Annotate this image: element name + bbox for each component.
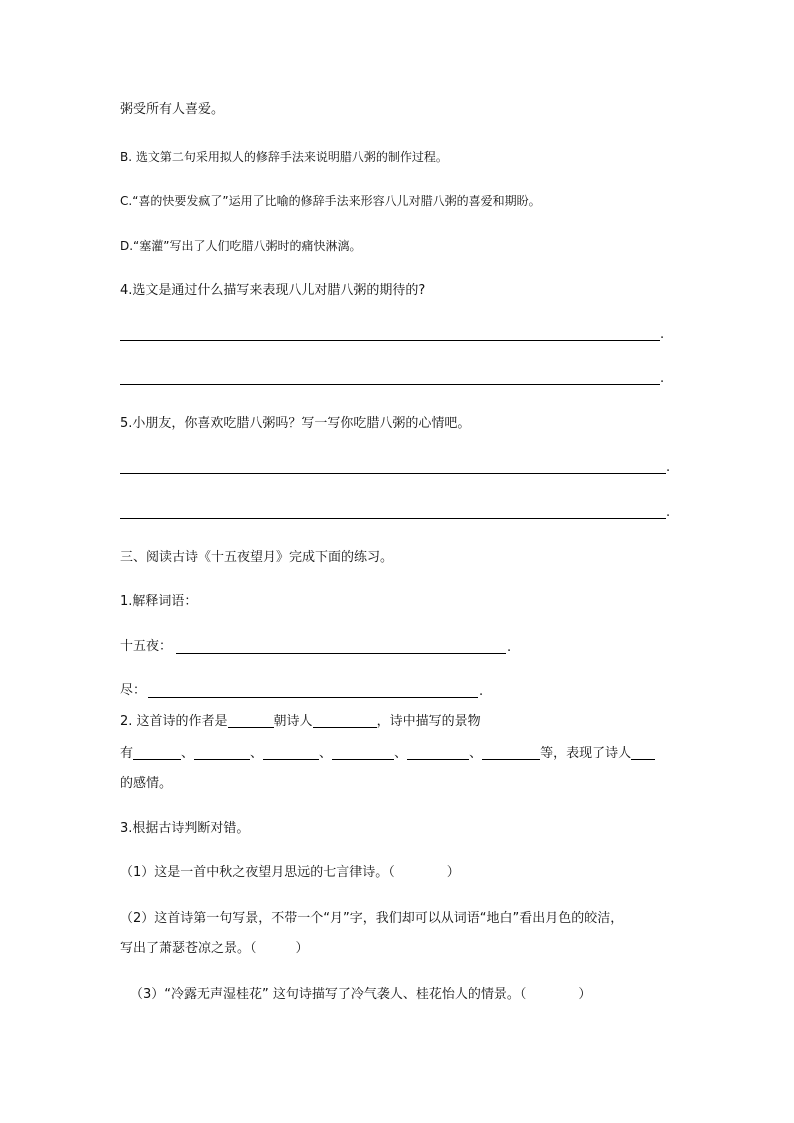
answer-line[interactable]: [120, 340, 660, 341]
end-mark: .: [660, 371, 665, 386]
q3-option-c: C.“喜的快要发疯了”运用了比喻的修辞手法来形容八儿对腊八粥的喜爱和期盼。: [120, 194, 541, 208]
q3-option-d: D.“塞灌”写出了人们吃腊八粥时的痛快淋漓。: [120, 239, 362, 253]
answer-line[interactable]: [120, 384, 660, 385]
end-mark: .: [479, 684, 484, 699]
blank-scene[interactable]: [482, 745, 540, 760]
q2-text-e: 等，表现了诗人: [540, 746, 632, 761]
separator: 、: [469, 746, 483, 761]
blank-scene[interactable]: [133, 745, 181, 760]
term-label-1: 十五夜：: [120, 639, 173, 654]
answer-line[interactable]: [148, 697, 478, 698]
blank-poet[interactable]: [313, 713, 377, 728]
judge-item-2-line-2: 写出了萧瑟苍凉之景。（ ）: [120, 941, 309, 956]
end-mark: .: [666, 505, 671, 520]
end-mark: .: [507, 640, 512, 655]
judge-item-3: （3）“冷露无声湿桂花” 这句诗描写了冷气袭人、桂花怡人的情景。（ ）: [130, 987, 592, 1002]
blank-dynasty[interactable]: [228, 713, 274, 728]
end-mark: .: [666, 460, 671, 475]
blank-scene[interactable]: [407, 745, 469, 760]
separator: 、: [181, 746, 195, 761]
judge-item-1: （1）这是一首中秋之夜望月思远的七言律诗。（ ）: [120, 865, 460, 880]
poem-question-3-title: 3.根据古诗判断对错。: [120, 821, 250, 836]
separator: 、: [250, 746, 264, 761]
q3-option-b: B. 选文第二句采用拟人的修辞手法来说明腊八粥的制作过程。: [120, 150, 448, 164]
q2-text-c: ，诗中描写的景物: [376, 714, 481, 729]
question-5: 5.小朋友，你喜欢吃腊八粥吗？写一写你吃腊八粥的心情吧。: [120, 416, 471, 431]
answer-line[interactable]: [176, 653, 506, 654]
poem-question-2-line-3: 的感情。: [120, 776, 173, 791]
question-4: 4.选文是通过什么描写来表现八儿对腊八粥的期待的?: [120, 283, 426, 298]
answer-line[interactable]: [120, 473, 666, 474]
blank-scene[interactable]: [263, 745, 319, 760]
poem-question-2-line-1: [120, 713, 481, 731]
term-label-2: 尽：: [120, 683, 147, 698]
q2-text-a: 2. 这首诗的作者是: [120, 714, 228, 729]
separator: 、: [319, 746, 333, 761]
section-3-title: 三、阅读古诗《十五夜望月》完成下面的练习。: [120, 550, 394, 565]
q2-text-d: 有: [120, 746, 134, 761]
q3-tail-text: 粥受所有人喜爱。: [120, 102, 225, 117]
end-mark: .: [660, 327, 665, 342]
poem-question-1-title: 1.解释词语：: [120, 594, 198, 609]
judge-item-2-line-1: （2）这首诗第一句写景，不带一个“月”字，我们却可以从词语“地白”看出月色的皎洁，: [120, 911, 624, 926]
blank-scene[interactable]: [332, 745, 394, 760]
separator: 、: [394, 746, 408, 761]
poem-question-2-line-2: [120, 745, 655, 763]
q2-text-b: 朝诗人: [273, 714, 313, 729]
answer-line[interactable]: [120, 518, 666, 519]
blank-scene[interactable]: [194, 745, 250, 760]
blank-emotion[interactable]: [631, 745, 655, 760]
